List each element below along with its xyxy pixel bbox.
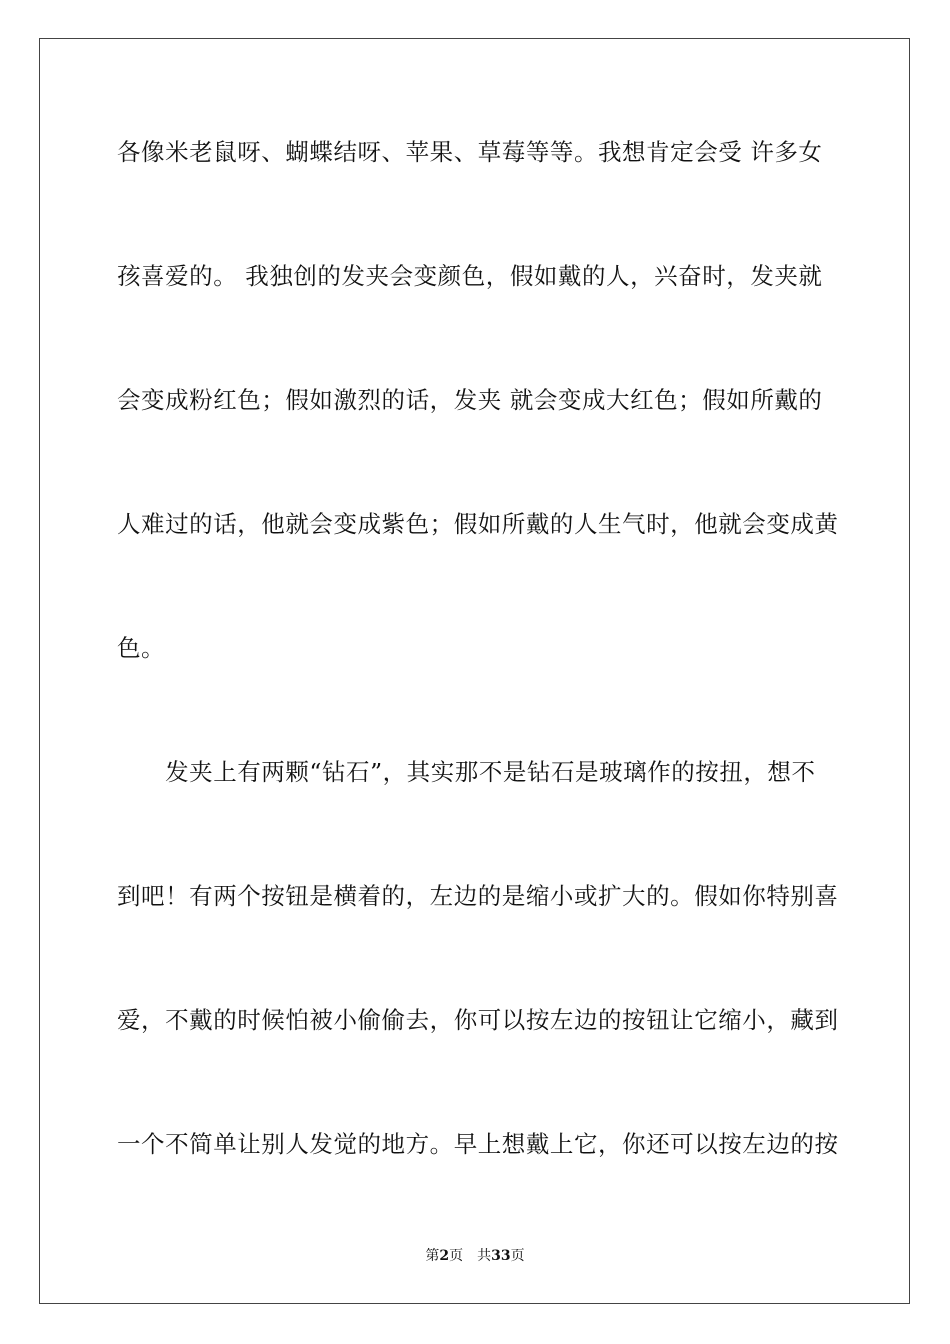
page-prefix: 第 bbox=[425, 1248, 440, 1264]
page-suffix: 页 bbox=[449, 1248, 464, 1264]
total-suffix: 页 bbox=[510, 1248, 525, 1264]
text-line: 发夹上有两颗“钻石”，其实那不是钻石是玻璃作的按扭，想不 bbox=[117, 758, 816, 786]
text-line: 一个不简单让别人发觉的地方。早上想戴上它，你还可以按左边的按 bbox=[117, 1130, 839, 1158]
text-line: 会变成粉红色；假如激烈的话，发夹 就会变成大红色；假如所戴的 bbox=[117, 386, 823, 414]
text-line: 色。 bbox=[117, 634, 166, 662]
total-pages: 33 bbox=[491, 1248, 511, 1264]
text-line: 人难过的话，他就会变成紫色；假如所戴的人生气时，他就会变成黄 bbox=[117, 510, 839, 538]
text-line: 到吧！有两个按钮是横着的，左边的是缩小或扩大的。假如你特别喜 bbox=[117, 882, 839, 910]
page-border bbox=[39, 38, 910, 1304]
page-footer bbox=[0, 1247, 950, 1265]
text-line: 爱，不戴的时候怕被小偷偷去，你可以按左边的按钮让它缩小，藏到 bbox=[117, 1006, 839, 1034]
text-line: 孩喜爱的。 我独创的发夹会变颜色，假如戴的人，兴奋时，发夹就 bbox=[117, 262, 823, 290]
text-line: 各像米老鼠呀、蝴蝶结呀、苹果、草莓等等。我想肯定会受 许多女 bbox=[117, 138, 823, 166]
total-prefix: 共 bbox=[477, 1248, 492, 1264]
page-number: 2 bbox=[439, 1248, 450, 1264]
